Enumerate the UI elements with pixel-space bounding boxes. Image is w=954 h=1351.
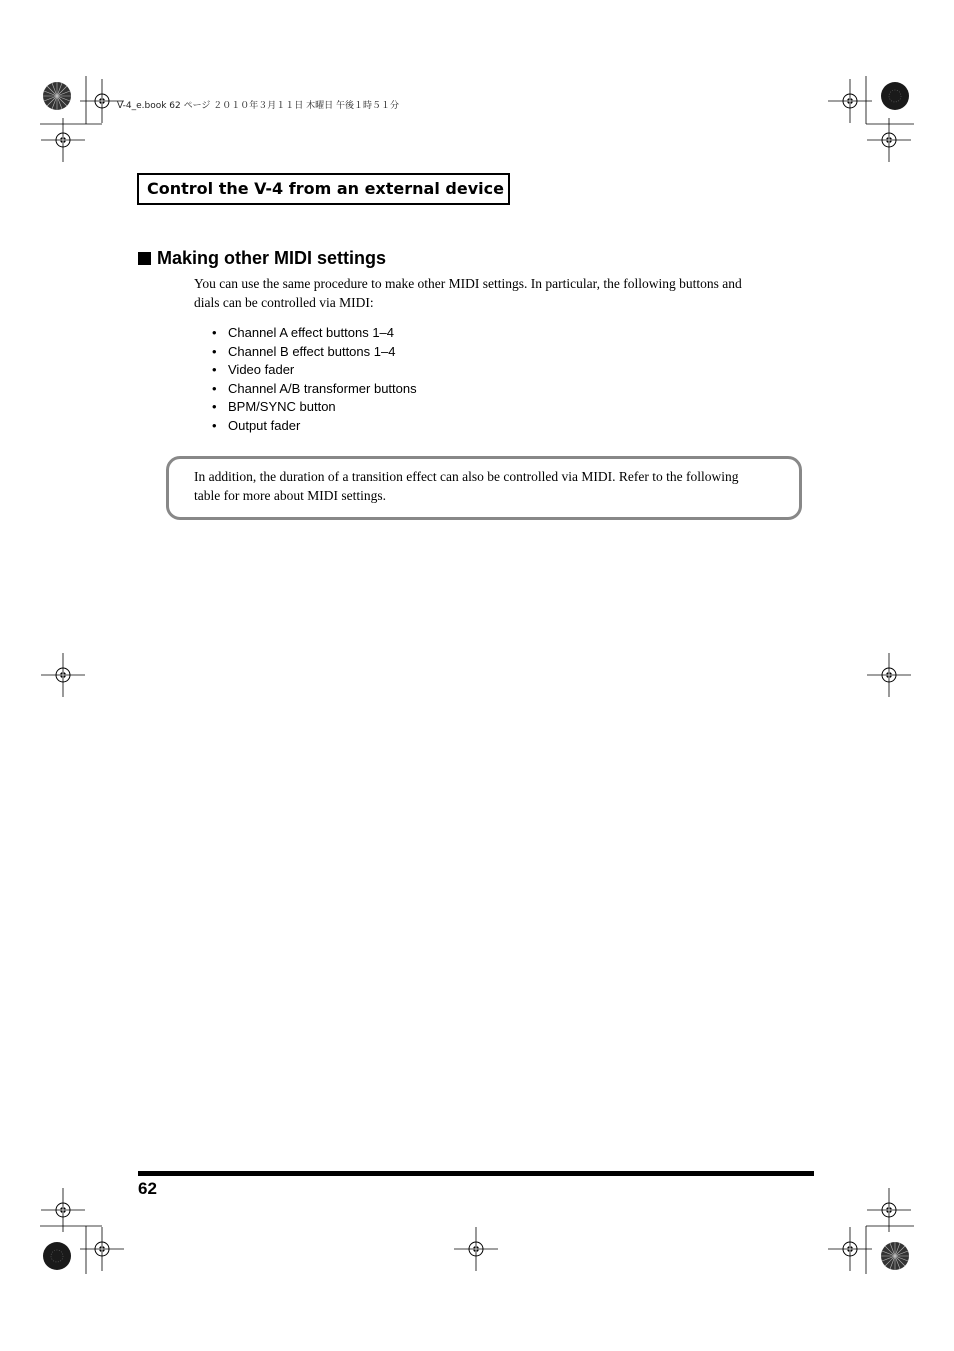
bullet-icon: • <box>212 325 217 340</box>
bullet-icon: • <box>212 343 217 359</box>
bullet-icon: • <box>212 362 217 377</box>
list-item: • Channel B effect buttons 1–4 <box>212 343 417 362</box>
section-title: Control the V-4 from an external device <box>147 179 504 198</box>
bullet-icon: • <box>212 380 217 396</box>
print-header: V-4_e.book 62 ページ ２０１０年３月１１日 木曜日 午後１時５１分 <box>117 101 400 111</box>
note-box <box>166 456 802 520</box>
list-item: • BPM/SYNC button <box>212 398 417 417</box>
list-item: • Channel A/B transformer buttons <box>212 380 417 399</box>
intro-paragraph: You can use the same procedure to make other MIDI settings. In particular, the following buttons and dials can be controlled via MIDI: <box>194 276 742 310</box>
page-number: 62 <box>138 1179 157 1198</box>
controllable-items-list <box>212 324 417 435</box>
list-item: • Video fader <box>212 361 417 380</box>
bullet-icon: • <box>212 399 217 414</box>
subsection-heading <box>138 248 386 269</box>
section-title-box <box>137 173 510 205</box>
note-text: In addition, the duration of a transition effect can also be controlled via MIDI. Refer to the following table for more about MIDI settings. <box>194 469 739 503</box>
heading-text: Making other MIDI settings <box>157 248 387 268</box>
footer-rule <box>138 1171 814 1176</box>
list-item: • Channel A effect buttons 1–4 <box>212 324 417 343</box>
list-item: • Output fader <box>212 417 417 436</box>
square-bullet-icon <box>138 252 151 265</box>
bullet-icon: • <box>212 417 217 433</box>
